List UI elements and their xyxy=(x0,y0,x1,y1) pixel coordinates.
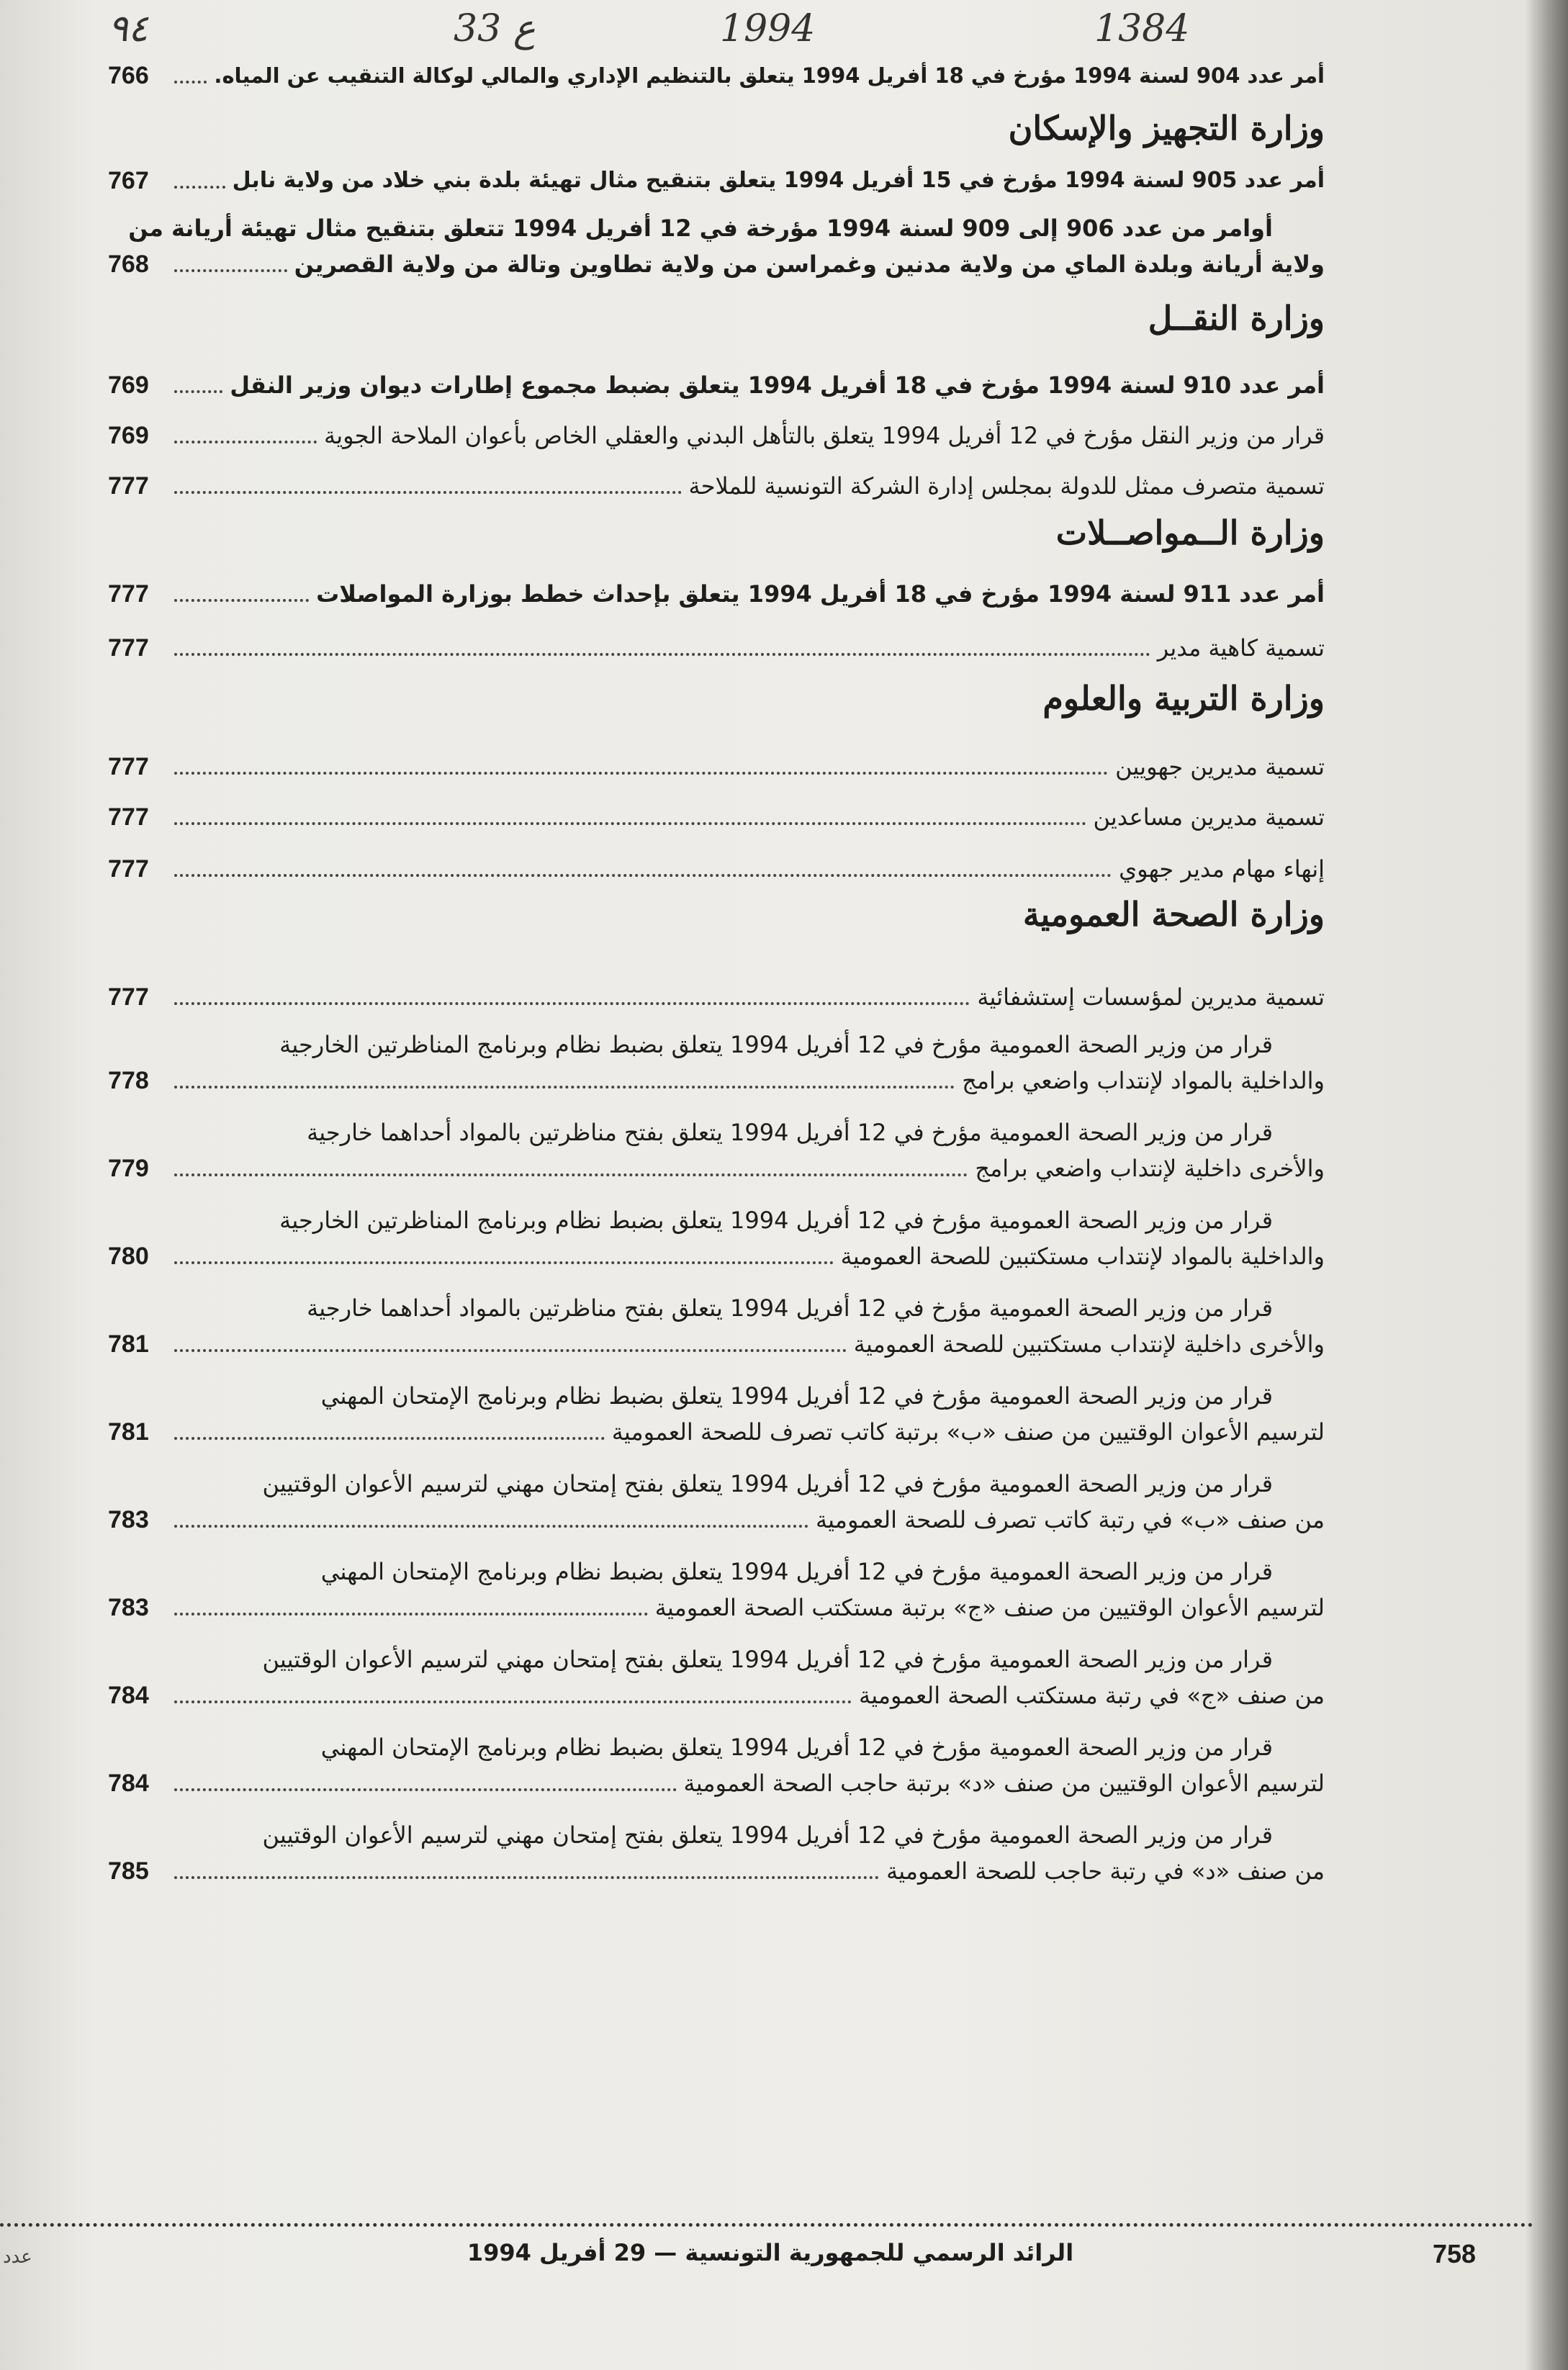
entry-title: تسمية متصرف ممثل للدولة بمجلس إدارة الشركة التونسية للملاحة xyxy=(688,472,1325,500)
entry-title-line1: قرار من وزير الصحة العمومية مؤرخ في 12 أفريل 1994 يتعلق بفتح مناظرتين بالمواد أحداهما خارجية xyxy=(307,1119,1273,1146)
page-ref: 783 xyxy=(108,1594,149,1621)
dot-leader xyxy=(174,1261,834,1264)
toc-entry xyxy=(108,210,1325,282)
page-footer xyxy=(0,2239,1568,2282)
dot-leader xyxy=(174,1876,879,1879)
handwritten-note-b: 33 ع xyxy=(454,7,536,50)
page-ref: 781 xyxy=(108,1418,149,1446)
page-ref: 777 xyxy=(108,472,149,500)
page-ref: 785 xyxy=(108,1857,149,1885)
entry-title: إنهاء مهام مدير جهوي xyxy=(1119,855,1325,883)
page-ref: 777 xyxy=(108,983,149,1011)
toc-entry xyxy=(108,1202,1325,1274)
page-ref: 783 xyxy=(108,1506,149,1533)
dot-leader xyxy=(174,772,1108,775)
section-heading: وزارة الــمواصــلات xyxy=(1055,513,1325,552)
dot-leader xyxy=(174,390,222,393)
entry-title-line1: أوامر من عدد 906 إلى 909 لسنة 1994 مؤرخة في 12 أفريل 1994 تتعلق بتنقيح مثال تهيئة أريانة من xyxy=(128,215,1273,242)
dot-leader xyxy=(174,81,207,84)
toc-entry xyxy=(108,630,1325,666)
page-ref: 784 xyxy=(108,1682,149,1709)
page-ref: 766 xyxy=(108,62,149,89)
entry-title-line1: قرار من وزير الصحة العمومية مؤرخ في 12 أفريل 1994 يتعلق بضبط نظام وبرنامج الإمتحان المهني xyxy=(320,1382,1273,1410)
page-ref: 777 xyxy=(108,580,149,608)
entry-title: من صنف «ج» في رتبة مستكتب الصحة العمومية xyxy=(859,1682,1325,1709)
page-ref: 781 xyxy=(108,1330,149,1358)
toc-entry xyxy=(108,1554,1325,1626)
entry-title: والداخلية بالمواد لإنتداب مستكتبين للصحة العمومية xyxy=(840,1243,1325,1270)
page-ref: 769 xyxy=(108,371,149,399)
toc-entry xyxy=(108,1114,1325,1186)
dot-leader xyxy=(174,1173,968,1176)
entry-title: تسمية مديرين مساعدين xyxy=(1093,803,1325,831)
toc-entry xyxy=(108,367,1325,403)
toc-entry xyxy=(108,1641,1325,1713)
dot-leader xyxy=(174,822,1086,825)
toc-entry xyxy=(108,468,1325,504)
entry-title: لترسيم الأعوان الوقتيين من صنف «ج» برتبة مستكتب الصحة العمومية xyxy=(654,1594,1325,1621)
entry-title: تسمية كاهية مدير xyxy=(1157,634,1325,662)
toc-entry xyxy=(108,1466,1325,1538)
section-heading: وزارة النقــل xyxy=(1148,299,1325,338)
dot-leader xyxy=(174,491,682,494)
entry-title: قرار من وزير النقل مؤرخ في 12 أفريل 1994 يتعلق بالتأهل البدني والعقلي الخاص بأعوان الملاحة الجوية xyxy=(324,422,1325,449)
dot-leader xyxy=(174,653,1150,656)
page-ref: 777 xyxy=(108,753,149,780)
toc-entry xyxy=(108,418,1325,454)
toc-entry xyxy=(108,749,1325,785)
toc-entry xyxy=(108,799,1325,835)
footer-rule xyxy=(0,2223,1533,2227)
dot-leader xyxy=(174,441,317,443)
toc-entry xyxy=(108,58,1325,94)
entry-title: والأخرى داخلية لإنتداب واضعي برامج xyxy=(975,1155,1325,1182)
page-ref: 779 xyxy=(108,1155,149,1182)
entry-title: تسمية مديرين لمؤسسات إستشفائية xyxy=(977,983,1325,1011)
entry-title-line1: قرار من وزير الصحة العمومية مؤرخ في 12 أفريل 1994 يتعلق بفتح إمتحان مهني لترسيم الأعوان الوقتيين xyxy=(262,1470,1273,1497)
entry-title-line1: قرار من وزير الصحة العمومية مؤرخ في 12 أفريل 1994 يتعلق بفتح إمتحان مهني لترسيم الأعوان الوقتيين xyxy=(262,1646,1273,1673)
section-heading: وزارة التجهيز والإسكان xyxy=(1008,109,1325,148)
footer-edge-text: عدد xyxy=(3,2246,32,2268)
handwritten-note-d: 1384 xyxy=(1094,7,1190,50)
dot-leader xyxy=(174,1700,852,1703)
entry-title-line1: قرار من وزير الصحة العمومية مؤرخ في 12 أفريل 1994 يتعلق بفتح إمتحان مهني لترسيم الأعوان الوقتيين xyxy=(262,1821,1273,1849)
toc-entry xyxy=(108,1290,1325,1362)
page-ref: 777 xyxy=(108,803,149,831)
toc-entry xyxy=(108,1729,1325,1801)
page-ref: 777 xyxy=(108,855,149,883)
toc-entry xyxy=(108,979,1325,1015)
dot-leader xyxy=(174,269,287,272)
toc-entry xyxy=(108,1027,1325,1099)
dot-leader xyxy=(174,1086,955,1089)
page-ref: 768 xyxy=(108,251,149,278)
dot-leader xyxy=(174,186,225,189)
page-ref: 778 xyxy=(108,1067,149,1094)
entry-title: من صنف «د» في رتبة حاجب للصحة العمومية xyxy=(886,1857,1325,1885)
dot-leader xyxy=(174,874,1112,877)
footer-page-number: 758 xyxy=(1433,2239,1477,2268)
entry-title-line1: قرار من وزير الصحة العمومية مؤرخ في 12 أفريل 1994 يتعلق بضبط نظام وبرنامج الإمتحان المهني xyxy=(320,1558,1273,1585)
entry-title: أمر عدد 905 لسنة 1994 مؤرخ في 15 أفريل 1994 يتعلق بتنقيح مثال تهيئة بلدة بني خلاد من ولاية نابل xyxy=(232,168,1325,193)
entry-title: تسمية مديرين جهويين xyxy=(1115,753,1325,780)
dot-leader xyxy=(174,1349,847,1352)
entry-title: لترسيم الأعوان الوقتيين من صنف «ب» برتبة كاتب تصرف للصحة العمومية xyxy=(611,1418,1325,1446)
book-spine-shadow xyxy=(1525,0,1568,2370)
dot-leader xyxy=(174,1788,677,1791)
entry-title-line1: قرار من وزير الصحة العمومية مؤرخ في 12 أفريل 1994 يتعلق بضبط نظام وبرنامج المناظرتين الخارجية xyxy=(279,1207,1273,1234)
page-ref: 784 xyxy=(108,1770,149,1797)
entry-title: من صنف «ب» في رتبة كاتب تصرف للصحة العمومية xyxy=(815,1506,1325,1533)
section-heading: وزارة التربية والعلوم xyxy=(1042,679,1325,718)
section-heading: وزارة الصحة العمومية xyxy=(1022,895,1325,934)
entry-title: ولاية أريانة وبلدة الماي من ولاية مدنين وغمراسن من ولاية تطاوين وتالة من ولاية القصرين xyxy=(294,251,1325,278)
toc-entry xyxy=(108,1378,1325,1450)
entry-title: أمر عدد 904 لسنة 1994 مؤرخ في 18 أفريل 1994 يتعلق بالتنظيم الإداري والمالي لوكالة التنقيب عن المياه. xyxy=(214,63,1325,88)
toc-entry xyxy=(108,576,1325,612)
dot-leader xyxy=(174,1437,605,1440)
dot-leader xyxy=(174,1525,808,1528)
entry-title: والداخلية بالمواد لإنتداب واضعي برامج xyxy=(962,1067,1325,1094)
page-ref: 780 xyxy=(108,1243,149,1270)
handwritten-note-a: ٩٤ xyxy=(108,7,148,50)
entry-title-line1: قرار من وزير الصحة العمومية مؤرخ في 12 أفريل 1994 يتعلق بضبط نظام وبرنامج المناظرتين الخارجية xyxy=(279,1031,1273,1058)
toc-entry xyxy=(108,163,1325,199)
dot-leader xyxy=(174,1002,970,1005)
entry-title-line1: قرار من وزير الصحة العمومية مؤرخ في 12 أفريل 1994 يتعلق بفتح مناظرتين بالمواد أحداهما خارجية xyxy=(307,1294,1273,1322)
entry-title: لترسيم الأعوان الوقتيين من صنف «د» برتبة حاجب الصحة العمومية xyxy=(683,1770,1325,1797)
entry-title: أمر عدد 911 لسنة 1994 مؤرخ في 18 أفريل 1994 يتعلق بإحداث خطط بوزارة المواصلات xyxy=(316,580,1325,608)
page-ref: 769 xyxy=(108,422,149,449)
entry-title: والأخرى داخلية لإنتداب مستكتبين للصحة العمومية xyxy=(853,1330,1325,1358)
dot-leader xyxy=(174,599,309,602)
handwritten-note-c: 1994 xyxy=(720,7,816,50)
toc-entry xyxy=(108,1817,1325,1889)
entry-title: أمر عدد 910 لسنة 1994 مؤرخ في 18 أفريل 1994 يتعلق بضبط مجموع إطارات ديوان وزير النقل xyxy=(230,371,1325,399)
dot-leader xyxy=(174,1613,648,1616)
page-ref: 777 xyxy=(108,634,149,662)
footer-title: الرائد الرسمي للجمهورية التونسية — 29 أفريل 1994 xyxy=(467,2239,1074,2266)
toc-entry xyxy=(108,851,1325,887)
entry-title-line1: قرار من وزير الصحة العمومية مؤرخ في 12 أفريل 1994 يتعلق بضبط نظام وبرنامج الإمتحان المهني xyxy=(320,1734,1273,1761)
page-ref: 767 xyxy=(108,167,149,194)
